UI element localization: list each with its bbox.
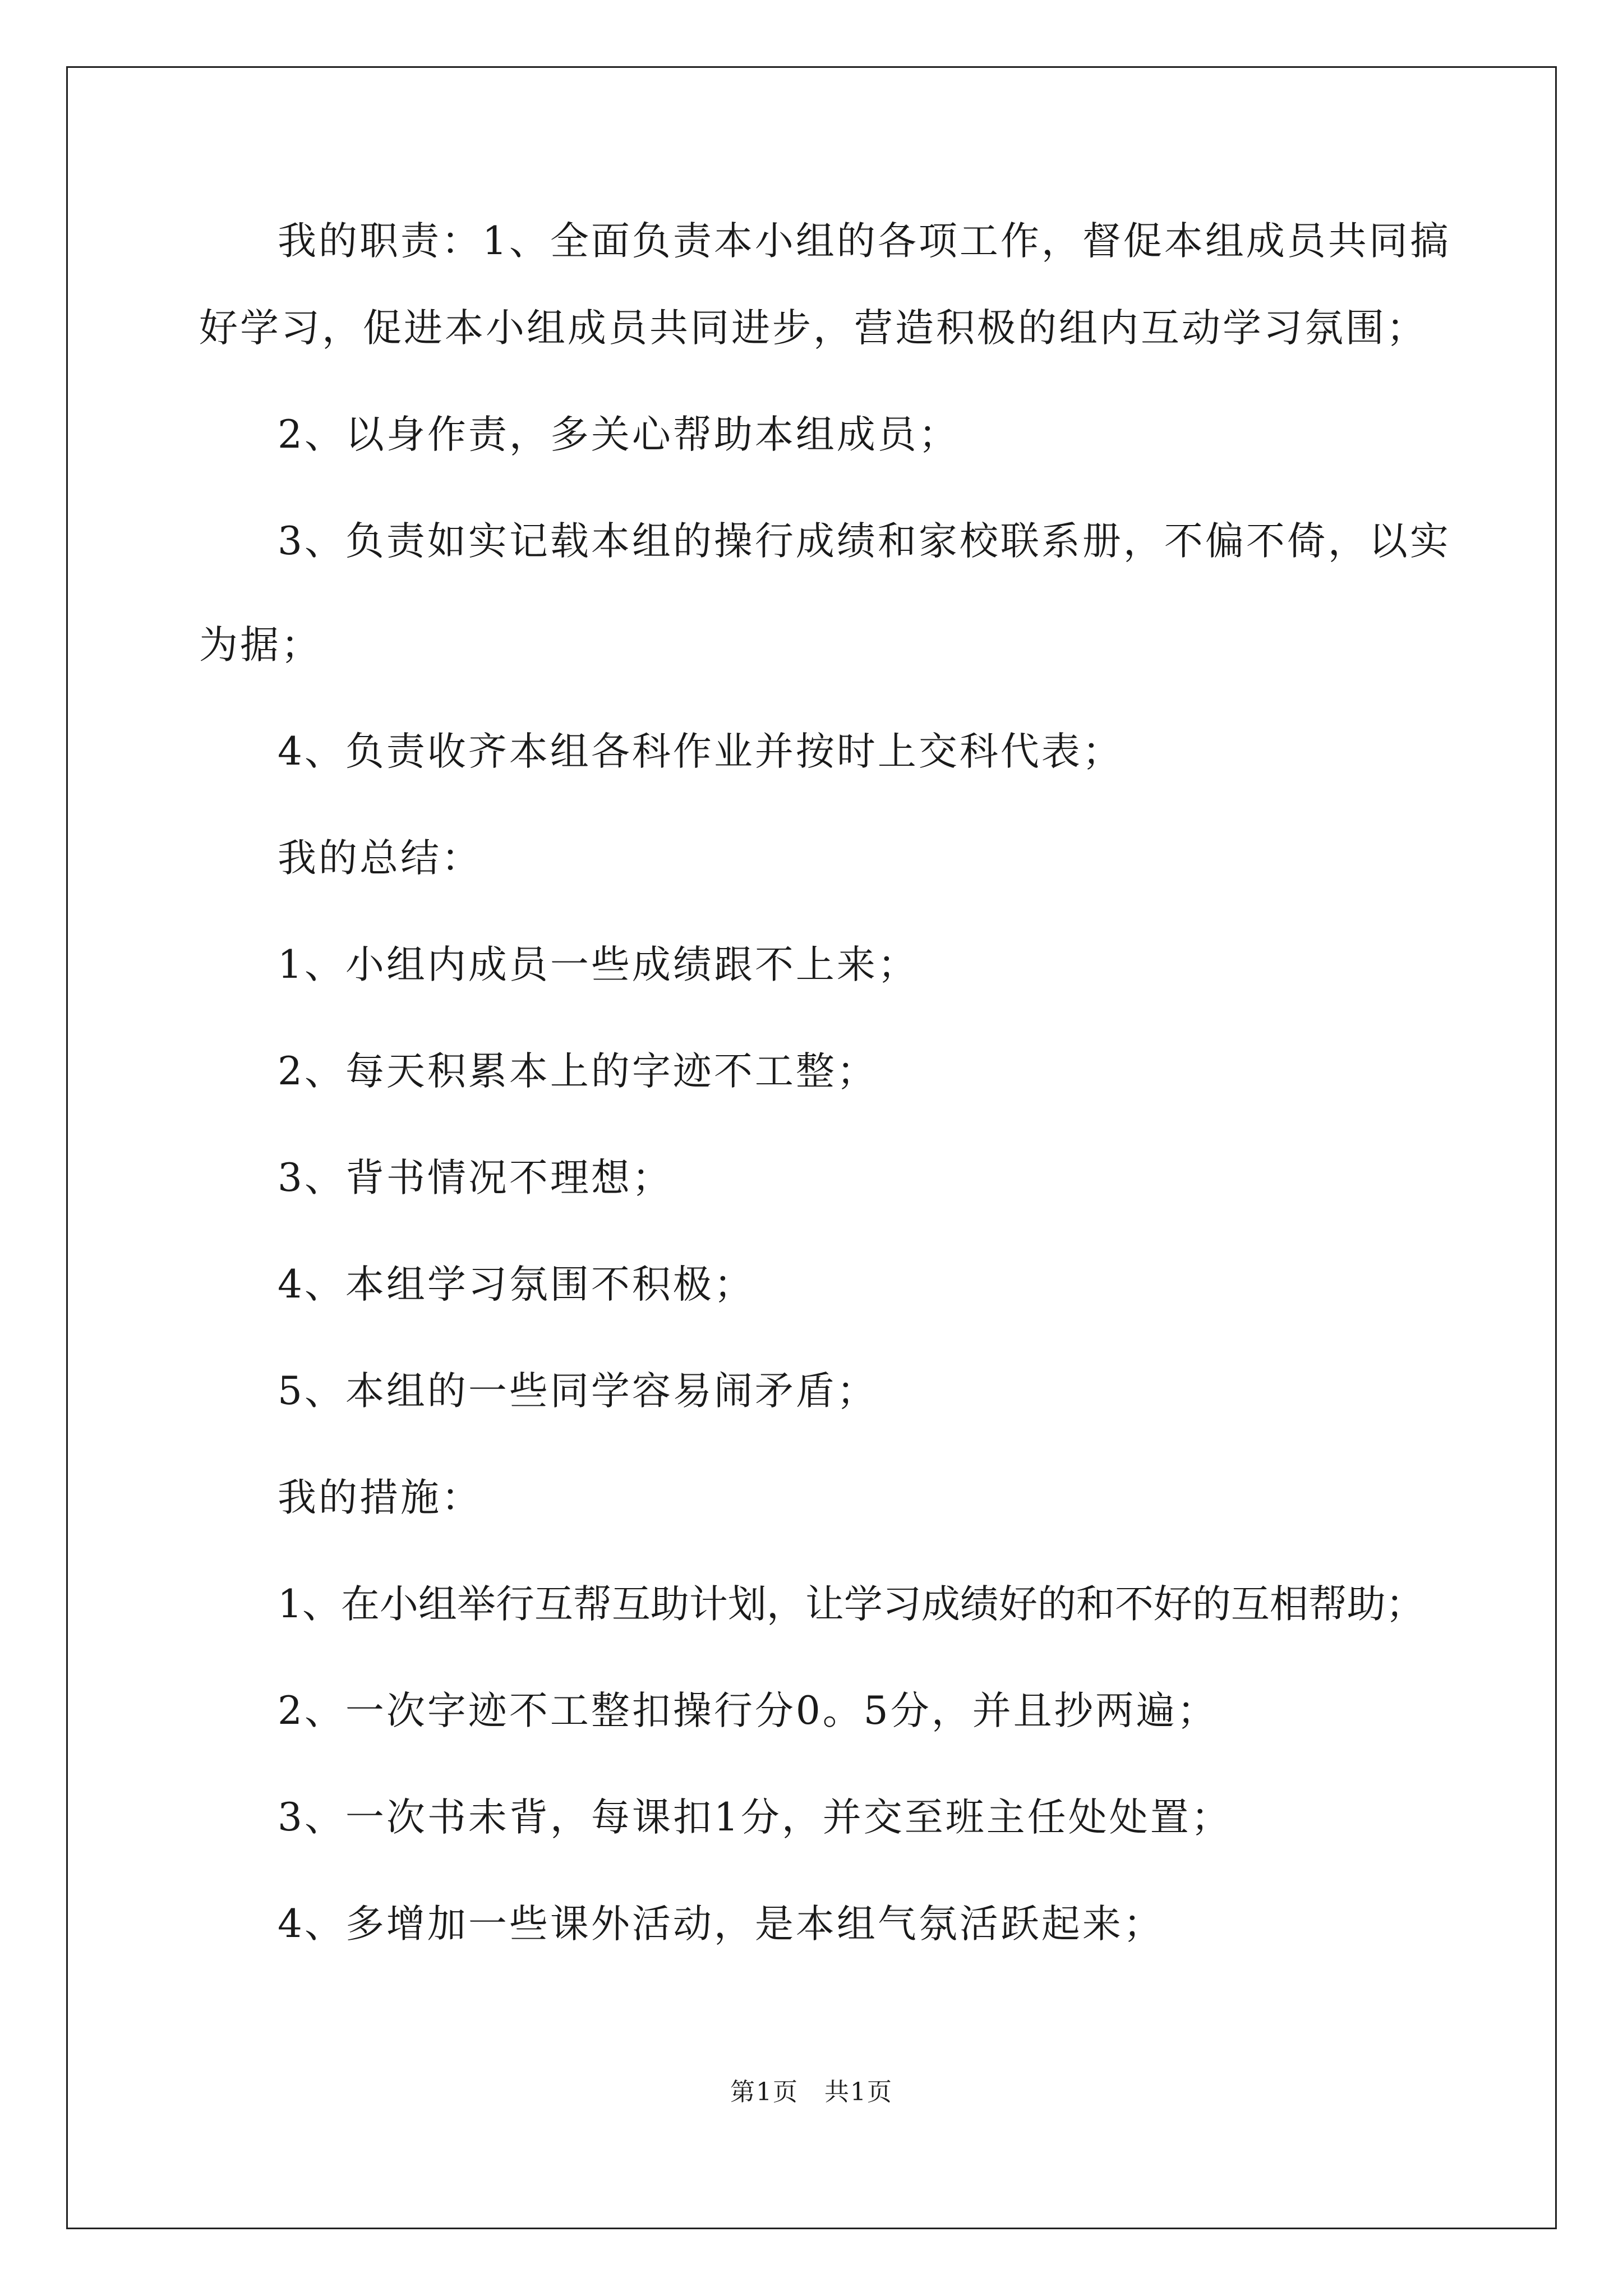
list-item: 4、本组学习氛围不积极；	[278, 1262, 755, 1307]
paragraph-line: 好学习，促进本小组成员共同进步，营造积极的组内互动学习氛围；	[199, 306, 1427, 351]
section-heading: 我的措施：	[278, 1475, 482, 1520]
list-item: 3、背书情况不理想；	[278, 1156, 673, 1200]
paragraph-line: 3、负责如实记载本组的操行成绩和家校联系册，不偏不倚，以实	[278, 519, 1451, 564]
list-item: 2、一次字迹不工整扣操行分0。5分，并且抄两遍；	[278, 1688, 1218, 1733]
paragraph-line: 我的职责：1、全面负责本小组的各项工作，督促本组成员共同搞	[278, 219, 1451, 264]
list-item: 5、本组的一些同学容易闹矛盾；	[278, 1369, 878, 1414]
page-footer: 第1页 共1页	[730, 2078, 893, 2106]
list-item: 2、每天积累本上的字迹不工整；	[278, 1049, 878, 1094]
list-item: 1、在小组举行互帮互助计划，让学习成绩好的和不好的互相帮助；	[278, 1582, 1424, 1627]
paragraph-line: 2、以身作责，多关心帮助本组成员；	[278, 412, 960, 457]
section-heading: 我的总结：	[278, 836, 482, 881]
list-item: 3、一次书未背，每课扣1分，并交至班主任处处置；	[278, 1795, 1232, 1840]
paragraph-line: 为据；	[199, 623, 322, 668]
list-item: 4、多增加一些课外活动，是本组气氛活跃起来；	[278, 1902, 1164, 1947]
list-item: 1、小组内成员一些成绩跟不上来；	[278, 942, 919, 987]
paragraph-line: 4、负责收齐本组各科作业并按时上交科代表；	[278, 729, 1123, 774]
